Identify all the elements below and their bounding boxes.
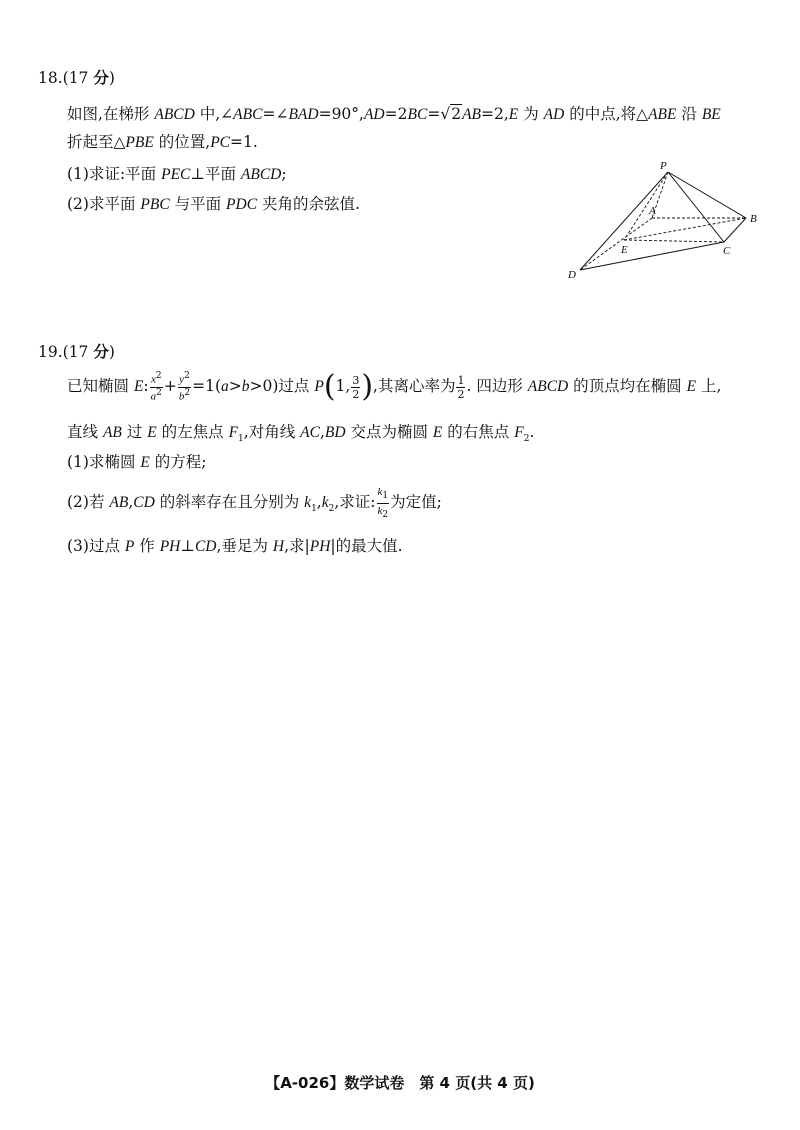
edge-CB xyxy=(724,218,746,242)
q18-pyramid-figure xyxy=(560,160,770,285)
q19-part2: (2)若 AB,CD 的斜率存在且分别为 $k_1,k_2$,求证: $\frac{k_1}{k_2}$ 为定值; xyxy=(67,486,442,520)
q19-part1: (1)求椭圆 E 的方程; xyxy=(67,453,207,471)
page-footer: 【A-026】数学试卷 第 4 页(共 4 页) xyxy=(265,1074,535,1092)
label-P: P xyxy=(660,160,667,172)
edge-PE xyxy=(624,172,668,240)
edge-PB xyxy=(668,172,746,218)
q19-statement-line2: 直线 AB 过 E 的左焦点 $F_1$,对角线 AC,BD 交点为椭圆 E 的右焦点 $F_2$. xyxy=(67,423,535,445)
edge-AD xyxy=(580,218,652,270)
edge-EC xyxy=(624,240,724,242)
q18-part2: (2)求平面 PBC 与平面 PDC 夹角的余弦值. xyxy=(67,195,360,213)
label-E: E xyxy=(621,244,628,256)
edge-PC xyxy=(668,172,724,242)
q19-part3: (3)过点 P 作 PH⊥CD,垂足为 H,求|PH|的最大值. xyxy=(67,537,403,555)
q19-statement-line1: 已知椭圆 E: $\frac{x^2}{a^2}$ + $\frac{y^2}{b^2}$ =1(a>b>0)过点 P(1, $\frac{3}{2}$ ),其离心率为 $\frac{1}{2}$ . 四边形 ABCD 的顶点均在椭圆 E 上, xyxy=(67,369,722,404)
edge-EB xyxy=(624,218,746,240)
q18-header: 18.(17 分) xyxy=(38,68,115,87)
q18-part1: (1)求证:平面 PEC⊥平面 ABCD; xyxy=(67,165,287,183)
label-B: B xyxy=(750,213,757,225)
label-C: C xyxy=(723,245,731,257)
q18-statement-line1: 如图,在梯形 ABCD 中,∠ABC=∠BAD=90°,AD=2BC=√2AB=2,E 为 AD 的中点,将△ABE 沿 BE xyxy=(67,105,721,123)
q19-header: 19.(17 分) xyxy=(38,342,115,361)
label-A: A xyxy=(649,205,656,217)
q18-statement-line2: 折起至△PBE 的位置,PC=1. xyxy=(67,133,258,151)
label-D: D xyxy=(568,269,576,281)
